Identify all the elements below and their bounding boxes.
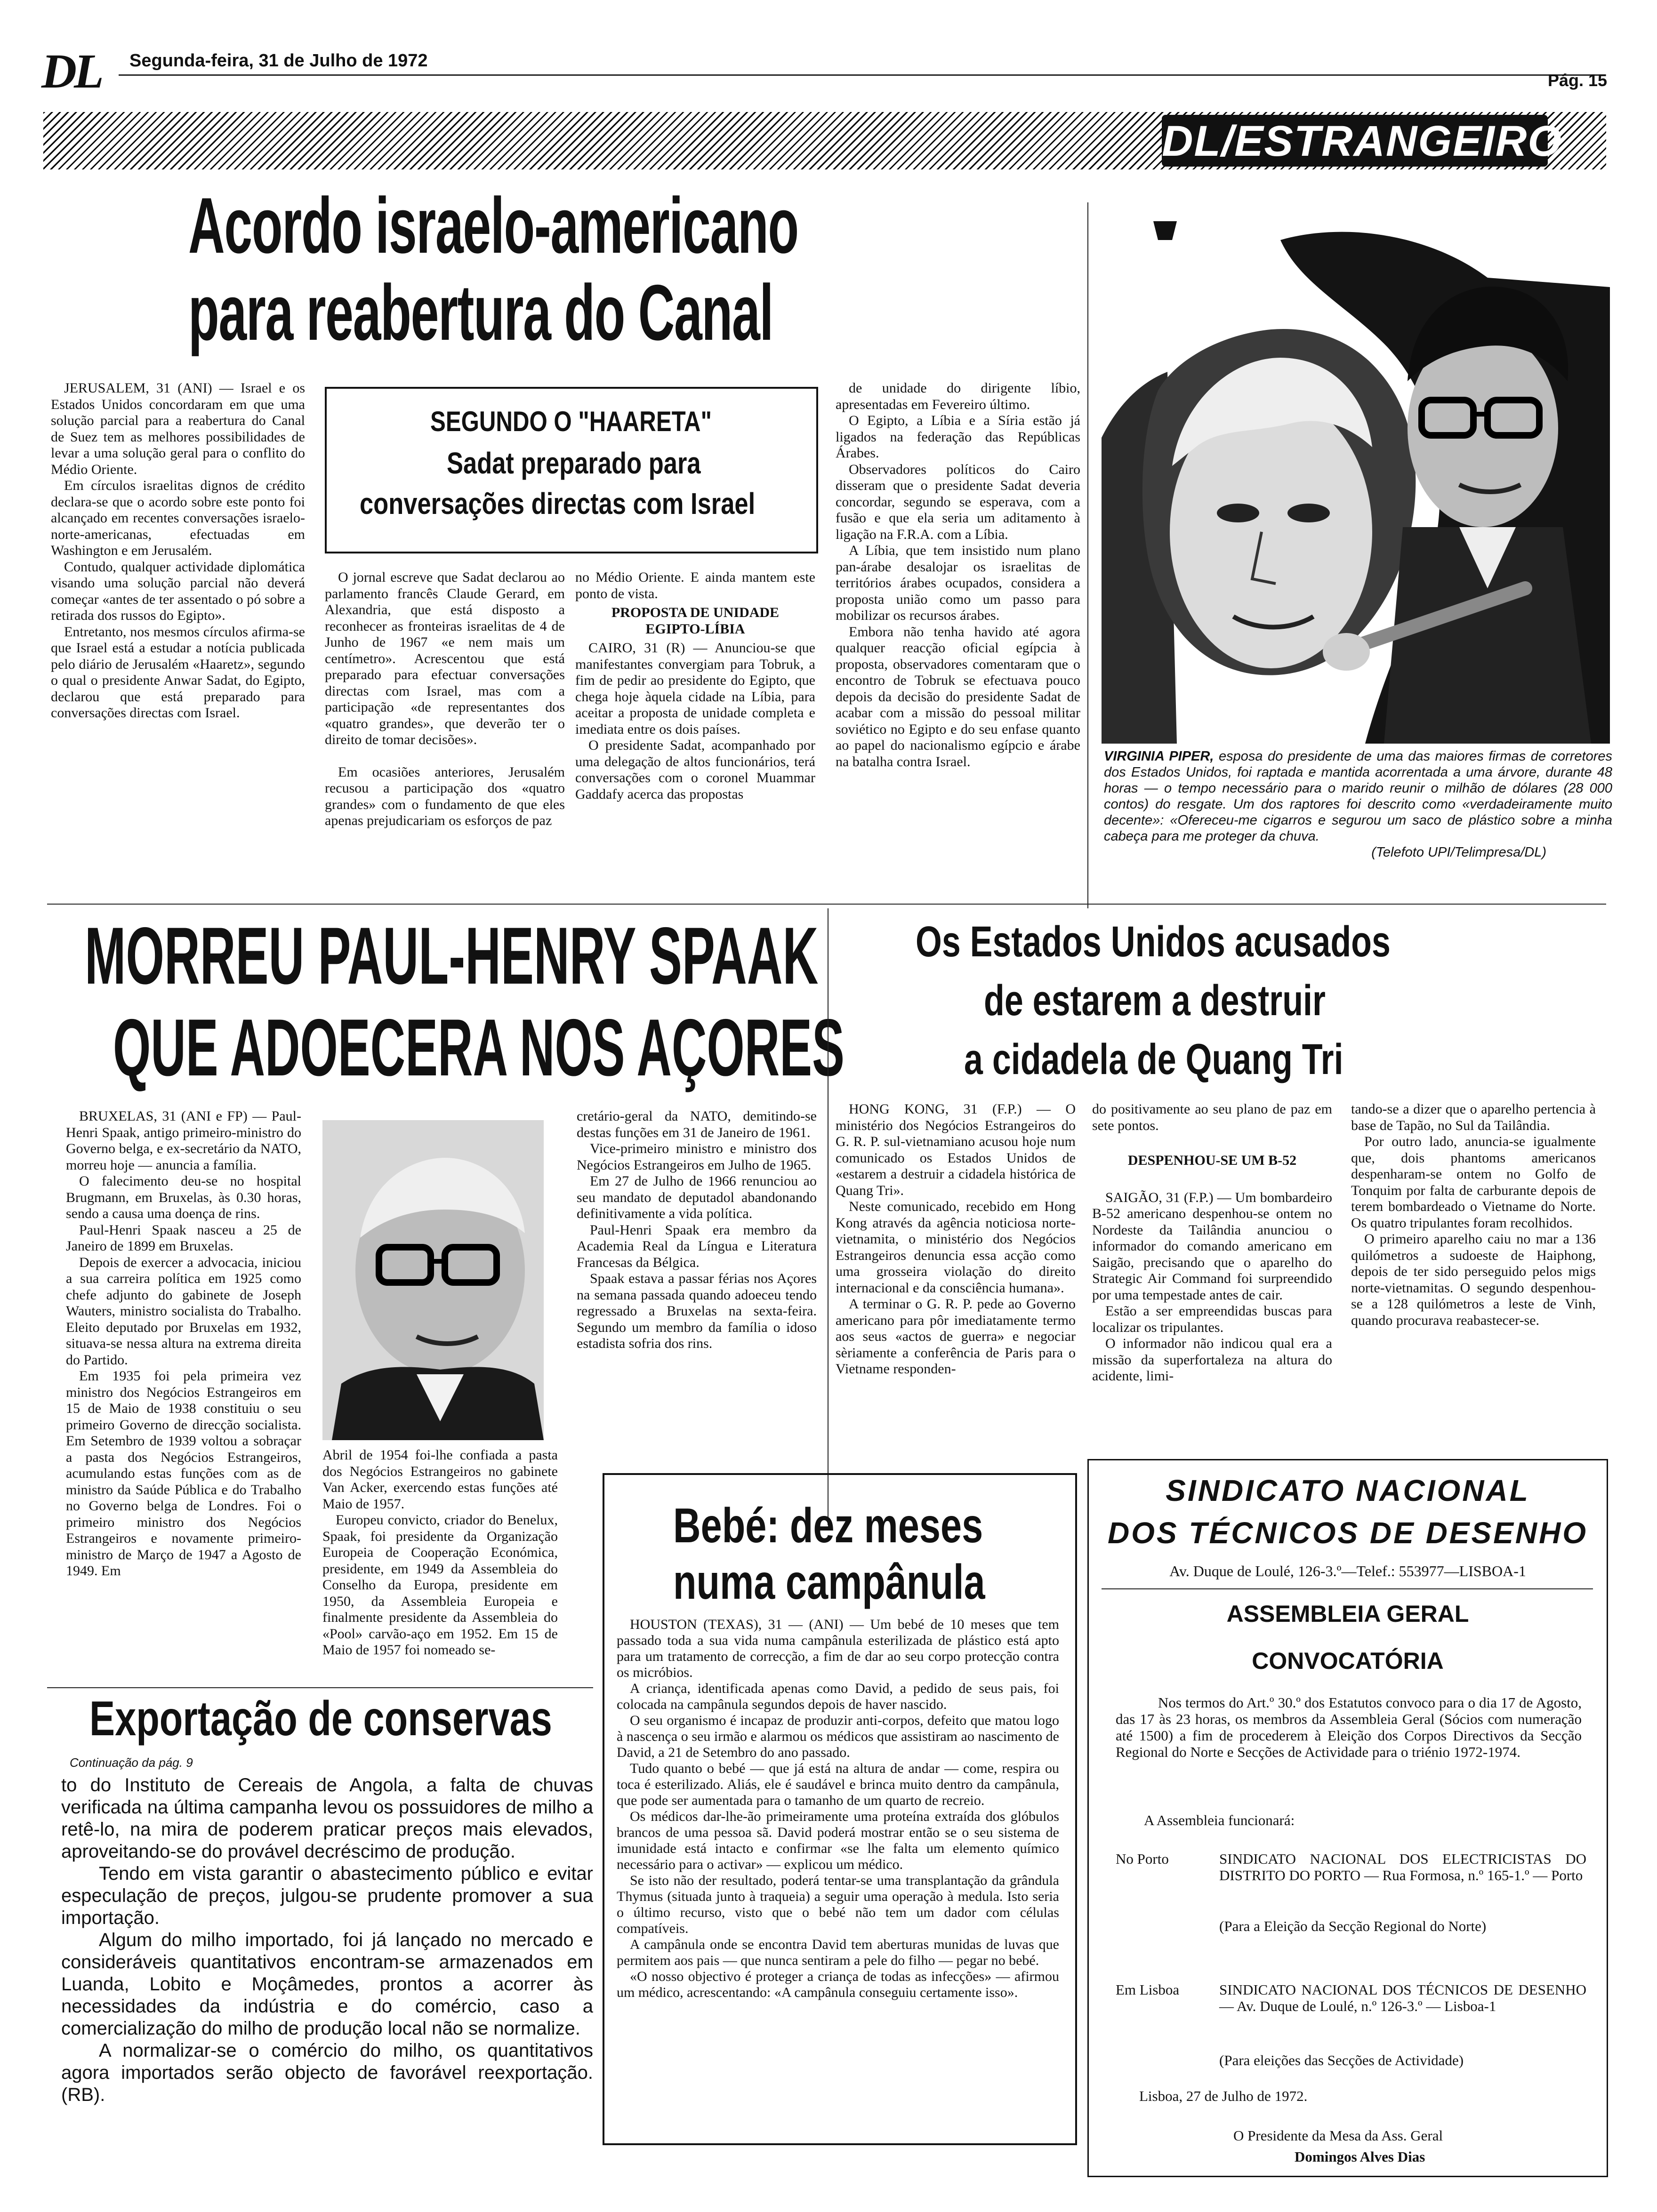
article3-headline-line3: a cidadela de Quang Tri: [964, 1035, 1343, 1083]
article3-paragraph: SAIGÃO, 31 (F.P.) — Um bombardeiro B-52 americano despenhou-se ontem no Nordeste da Tailândia anunciou o informador do comando americano em Saigão, precisando que o aparelho do Strategic Air Command foi surpreendido por uma tempestade antes de cair.: [1092, 1189, 1332, 1303]
article4-paragraph: Tudo quanto o bebé — que já está na altura de andar — come, respira ou toca é esterilizado. Aliás, ele é saudável e brinca muito dentro da campânula, que pode ser aumentada para o tamanho de um quarto de recreio.: [617, 1761, 1059, 1808]
article1-paragraph: Em círculos israelitas dignos de crédito declara-se que o acordo sobre este ponto foi alcançado em recentes conversações israelo-norte-americanas, efectuadas em Washington e em Jerusalém.: [51, 478, 305, 558]
article1-paragraph: de unidade do dirigente líbio, apresentadas em Fevereiro último.: [836, 380, 1080, 412]
notice-signoff: O Presidente da Mesa da Ass. Geral: [1233, 2127, 1443, 2144]
article1-subhead-line2: EGIPTO-LÍBIA: [645, 621, 745, 637]
notice-porto-note: (Para a Eleição da Secção Regional do Norte): [1219, 1918, 1487, 1934]
article4-paragraph: «O nosso objectivo é proteger a criança de todas as infecções» — afirmou um médico, acrescentando: «A campânula conseguiu certamente isso».: [617, 1969, 1059, 2000]
article3-paragraph: Por outro lado, anuncia-se igualmente que, dois phantoms americanos despenharam-se ontem no Golfo de Tonquim por falta de carburante depois de terem bombardeado o Vietname do Norte. Os quatro tripulantes foram recolhidos.: [1351, 1134, 1596, 1231]
article3-column-3: [1351, 1101, 1596, 1329]
spaak-portrait: [322, 1120, 544, 1440]
article1-subhead-line1: PROPOSTA DE UNIDADE: [611, 605, 780, 620]
article3-paragraph: Neste comunicado, recebido em Hong Kong através da agência noticiosa norte-vietnamita, o ministério dos Negócios Estrangeiros denuncia essa acção como uma grosseira violação do direito internacional e da consciência humana».: [836, 1199, 1076, 1296]
article5-continuation: Continuação da pág. 9: [70, 1755, 193, 1770]
article2-paragraph: Europeu convicto, criador do Benelux, Spaak, foi presidente da Organização Europeia de Cooperação Económica, presidente, em 1949 da Assembleia do Conselho da Europa, presidente em 1950, da Assembleia Europeia e finalmente presidente da Assembleia do «Pool» carvão-aço em 1952. Em 15 de Maio de 1957 foi nomeado se-: [322, 1512, 558, 1658]
article1-paragraph: O jornal escreve que Sadat declarou ao parlamento francês Claude Gerard, em Alexandria, que está disposto a reconhecer as fronteiras israelitas de 4 de Junho de 1967 «e nem mais um centímetro». Acrescentou que está preparado para efectuar conversações directas com Israel, mas com a participação «de representantes dos «quatro grandes», que deverão ter o direito de tomar decisões».: [325, 569, 565, 747]
article2-column-2: [322, 1447, 558, 1659]
notice-body: Nos termos do Art.º 30.º dos Estatutos convoco para o dia 17 de Agosto, das 17 às 23 horas, os membros da Assembleia Geral (Sócios com numeração até 1500) a fim de procederem à Eleição dos Corpos Directivos da Secção Regional do Norte e Secções de Actividade para o triénio 1972-1974.: [1116, 1694, 1582, 1760]
article4-paragraph: HOUSTON (TEXAS), 31 — (ANI) — Um bebé de 10 meses que tem passado toda a sua vida numa campânula esterilizada de plástico está apto para um tratamento de correcção, a fim de dar ao seu corpo protecção contra os micróbios.: [617, 1617, 1059, 1680]
article2-headline-line2: QUE ADOECERA NOS AÇORES: [113, 1002, 845, 1093]
masthead-date: Segunda-feira, 31 de Julho de 1972: [129, 51, 428, 71]
article1-column-1: [51, 380, 305, 721]
article4-paragraph: Os médicos dar-lhe-ão primeiramente uma proteína extraída dos glóbulos brancos de uma pessoa sã. David poderá mostrar então se o seu sistema de imunidade está intacto e confirmar «se lhe falta um elemento químico necessário para o activar» — explicou um médico.: [617, 1809, 1059, 1872]
notice-heading-assembly: ASSEMBLEIA GERAL: [1226, 1601, 1469, 1627]
article3-headline-line1: Os Estados Unidos acusados: [916, 918, 1391, 966]
article3-paragraph: O primeiro aparelho caiu no mar a 136 quilómetros a sudoeste de Haiphong, depois de ter sido perseguido pelos migs norte-vietnamitas. O segundo despenhou-se a 128 quilómetros a leste de Vinh, quando procurava reabastecer-se.: [1351, 1231, 1596, 1328]
article4-paragraph: A criança, identificada apenas como David, a pedido de seus pais, foi colocada na campânula segundos depois de haver nascido.: [617, 1681, 1059, 1712]
article1-paragraph: O Egipto, a Líbia e a Síria estão já ligados na federação das Repúblicas Árabes.: [836, 413, 1080, 461]
notice-rule: [1102, 1588, 1593, 1589]
article3-column-2: [1092, 1101, 1332, 1385]
section-rule: [47, 904, 1606, 905]
article3-column-1: [836, 1101, 1076, 1378]
section-rule: [47, 1687, 593, 1688]
article1-headline-line2: para reabertura do Canal: [188, 268, 773, 357]
photo-illustration: [1102, 202, 1610, 744]
article1-headline-line1: Acordo israelo-americano: [188, 181, 798, 270]
section-title: DL/ESTRANGEIRO: [1162, 117, 1562, 165]
article4-headline-line1: Bebé: dez meses: [673, 1499, 983, 1553]
caption-name: VIRGINIA PIPER,: [1104, 749, 1214, 764]
article4-paragraph: A campânula onde se encontra David tem aberturas munidas de luvas que permitem aos pais — que nunca sentiram a pele do filho — pegar no bebé.: [617, 1937, 1059, 1968]
article3-paragraph: Estão a ser empreendidas buscas para localizar os tripulantes.: [1092, 1303, 1332, 1335]
article1-paragraph: A Líbia, que tem insistido num plano pan-árabe desalojar os israelitas de territórios árabes ocupados, considera a proposta união como um passo para mobilizar os recursos árabes.: [836, 543, 1080, 623]
caption-credit: (Telefoto UPI/Telimpresa/DL): [1371, 845, 1546, 860]
notice-address: Av. Duque de Loulé, 126-3.º—Telef.: 553977—LISBOA-1: [1169, 1563, 1526, 1579]
article1-paragraph: Embora não tenha havido até agora qualquer reacção oficial egípcia à proposta, observadores comentaram que o encontro de Tobruk se efectuava pouco depois da decisão do presidente Sadat de acabar com a missão do pessoal militar soviético no Egipto e do seu enfase quanto ao papel do nacionalismo egípcio e árabe na batalha contra Israel.: [836, 624, 1080, 769]
article3-paragraph: do positivamente ao seu plano de paz em sete pontos.: [1092, 1101, 1332, 1133]
masthead-logo: DL: [41, 44, 101, 98]
article4-headline-line2: numa campânula: [673, 1555, 985, 1610]
notice-funciona: A Assembleia funcionará:: [1144, 1812, 1295, 1828]
article2-paragraph: Paul-Henri Spaak era membro da Academia Real da Língua e Literatura Francesas da Bélgica.: [577, 1222, 817, 1270]
article3-paragraph: A terminar o G. R. P. pede ao Governo americano para pôr imediatamente termo aos seus «actos de guerra» e negociar sèriamente a conferência de Paris para o Vietname responden-: [836, 1296, 1076, 1377]
article1-paragraph: CAIRO, 31 (R) — Anunciou-se que manifestantes convergiam para Tobruk, a fim de pedir ao presidente do Egipto, que chega hoje àquela cidade na Líbia, para aceitar a proposta de unidade completa e imediata entre os dois países.: [575, 640, 815, 737]
article5-paragraph: Algum do milho importado, foi já lançado no mercado e consideráveis quantitativos encontram-se armazenados em Luanda, Lobito e Moçâmedes, prontos a acorrer às necessidades da indústria e do comércio, caso a comercialização do milho de produção local não se normalize.: [61, 1930, 593, 2039]
article2-paragraph: O falecimento deu-se no hospital Brugmann, em Bruxelas, às 0.30 horas, sendo a causa uma doença de rins.: [66, 1173, 301, 1221]
article2-column-3: [577, 1108, 817, 1352]
article3-headline-line2: de estarem a destruir: [984, 977, 1326, 1025]
photo-spaak: [322, 1120, 544, 1440]
article3-paragraph: HONG KONG, 31 (F.P.) — O ministério dos Negócios Estrangeiros do G. R. P. sul-vietnamiano acusou hoje num comunicado os Estados Unidos de «estarem a destruir a cidadela histórica de Quang Tri».: [836, 1101, 1076, 1198]
article4-paragraph: O seu organismo é incapaz de produzir anti-corpos, defeito que matou logo à nascença o seu irmão e alarmou os médicos que assistiram ao nascimento de David, a 21 de Setembro do ano passado.: [617, 1713, 1059, 1760]
article2-paragraph: BRUXELAS, 31 (ANI e FP) — Paul-Henri Spaak, antigo primeiro-ministro do Governo belga, e ex-secretário da NATO, morreu hoje — anuncia a família.: [66, 1108, 301, 1173]
article1-paragraph: no Médio Oriente. E ainda mantem este ponto de vista.: [575, 569, 815, 601]
article5-paragraph: Tendo em vista garantir o abastecimento público e evitar especulação de preços, julgou-se prudente promover a sua importação.: [61, 1863, 593, 1928]
article3-paragraph: tando-se a dizer que o aparelho pertencia à base de Tapão, no Sul da Tailândia.: [1351, 1101, 1596, 1133]
article1-paragraph: Contudo, qualquer actividade diplomática visando uma solução parcial não deverá começar «antes de ter assentado o pó sobre a retirada dos russos do Egipto».: [51, 559, 305, 623]
notice-porto-text: SINDICATO NACIONAL DOS ELECTRICISTAS DO DISTRITO DO PORTO — Rua Formosa, n.º 165-1.º — Porto: [1219, 1851, 1586, 1883]
article1-box-kicker: SEGUNDO O "HAARETA": [430, 406, 712, 437]
article2-paragraph: Em 1935 foi pela primeira vez ministro dos Negócios Estrangeiros em 15 de Maio de 1938 constituiu o seu primeiro Governo de direcção socialista. Em Setembro de 1939 voltou a sobraçar a pasta dos Negócios Estrangeiros, acumulando estas funções com as de ministro da Saúde Pública e do Trabalho no Governo belga de Londres. Foi o primeiro ministro dos Negócios Estrangeiros e novamente primeiro-ministro de Março de 1947 a Agosto de 1949. Em: [66, 1368, 301, 1579]
article5-paragraph: to do Instituto de Cereais de Angola, a falta de chuvas verificada na última campanha levou os possuidores de milho a retê-lo, na mira de poderem praticar preços mais elevados, aproveitando-se do provável decréscimo de produção.: [61, 1775, 593, 1862]
notice-title-line2: DOS TÉCNICOS DE DESENHO: [1107, 1516, 1588, 1550]
article2-paragraph: Paul-Henri Spaak nasceu a 25 de Janeiro de 1899 em Bruxelas.: [66, 1222, 301, 1254]
article2-paragraph: Depois de exercer a advocacia, iniciou a sua carreira política em 1925 como chefe adjunto do gabinete de Joseph Wauters, ministro socialista do Trabalho. Eleito deputado por Bruxelas em 1932, situava-se nessa altura na extrema direita do Partido.: [66, 1254, 301, 1368]
article5-paragraph: A normalizar-se o comércio do milho, os quantitativos agora importados serão objecto de favorável reexportação. (RB).: [61, 2040, 593, 2105]
article1-column-2: [325, 569, 565, 829]
article1-box-title-line2: conversações directas com Israel: [360, 487, 756, 521]
article2-paragraph: Abril de 1954 foi-lhe confiada a pasta dos Negócios Estrangeiros no gabinete Van Acker, exercendo estas funções até Maio de 1957.: [322, 1447, 558, 1512]
masthead-rule: [119, 74, 1605, 76]
caption-text: esposa do presidente de uma das maiores firmas de corretores dos Estados Unidos, foi raptada e mantida acorrentada a uma árvore, durante 48 horas — o tempo necessário para o marido reunir o milhão de dólares (28 000 contos) do resgate. Um dos raptores foi descrito como «verdadeiramente muito decente»: «Ofereceu-me cigarros e segurou um saco de plástico sobre a minha cabeça para me proteger da chuva.: [1104, 749, 1613, 844]
article1-subhead: [575, 605, 815, 637]
article3-subhead: DESPENHOU-SE UM B-52: [1127, 1153, 1297, 1168]
article4-paragraph: Se isto não der resultado, poderá tentar-se uma transplantação da grândula Thymus (situada junto à traqueia) a seguir uma operação à medula. Isto seria o último recurso, visto que o bebé não tem um dador com células compatíveis.: [617, 1873, 1059, 1936]
article1-sidebar-box: [325, 387, 818, 553]
notice-date: Lisboa, 27 de Julho de 1972.: [1139, 2088, 1308, 2104]
article1-paragraph: JERUSALEM, 31 (ANI) — Israel e os Estados Unidos concordaram em que uma solução parcial para a reabertura do Canal de Suez tem as melhores possibilidades de levar a uma solução geral para o conflito do Médio Oriente.: [51, 380, 305, 477]
article4-body: [617, 1617, 1059, 2001]
notice-heading-convocation: CONVOCATÓRIA: [1252, 1648, 1444, 1674]
article2-paragraph: cretário-geral da NATO, demitindo-se destas funções em 31 de Janeiro de 1961.: [577, 1108, 817, 1140]
notice-porto-label: No Porto: [1116, 1851, 1169, 1867]
notice-lisboa-text: SINDICATO NACIONAL DOS TÉCNICOS DE DESENHO — Av. Duque de Loulé, n.º 126-3.º — Lisboa-1: [1219, 1981, 1586, 2014]
article1-column-3: [575, 569, 815, 802]
notice-title-line1: SINDICATO NACIONAL: [1166, 1474, 1530, 1507]
article1-column-4: [836, 380, 1080, 770]
article5-headline: Exportação de conservas: [89, 1691, 552, 1746]
article3-paragraph: O informador não indicou qual era a missão da superfortaleza na altura do acidente, limi-: [1092, 1336, 1332, 1384]
notice-lisboa-label: Em Lisboa: [1116, 1981, 1180, 1998]
article2-paragraph: Spaak estava a passar férias nos Açores na semana passada quando adoeceu tendo regressado a Bruxelas na sexta-feira. Segundo um membro da família o idoso estadista sofria dos rins.: [577, 1271, 817, 1351]
article1-paragraph: Entretanto, nos mesmos círculos afirma-se que Israel está a estudar a notícia publicada pelo diário de Jerusalém «Haaretz», segundo o qual o presidente Anwar Sadat, do Egipto, declarou que está preparado para conversações directas com Israel.: [51, 624, 305, 721]
page-number: Pág. 15: [1548, 71, 1608, 90]
article2-headline-line1: MORREU PAUL-HENRY SPAAK: [85, 911, 819, 1001]
article2-paragraph: Vice-primeiro ministro e ministro dos Negócios Estrangeiros em Julho de 1965.: [577, 1141, 817, 1173]
article2-paragraph: Em 27 de Julho de 1966 renunciou ao seu mandato de deputadol abandonando definitivamente a vida política.: [577, 1173, 817, 1221]
photo-virginia-piper: [1102, 202, 1610, 744]
article1-box-title-line1: Sadat preparado para: [447, 446, 701, 480]
article1-paragraph: Em ocasiões anteriores, Jerusalém recusou a participação dos «quatro grandes» com o fundamento de que eles apenas prejudicariam os esforços de paz: [325, 764, 565, 828]
article1-paragraph: Observadores políticos do Cairo disseram que o presidente Sadat deveria concordar, segundo se esperava, com a fusão e que ela seria um aditamento à ligação na F.R.A. com a Líbia.: [836, 461, 1080, 542]
notice-lisboa-note: (Para eleições das Secções de Actividade): [1219, 2052, 1464, 2068]
notice-signature: Domingos Alves Dias: [1295, 2148, 1425, 2165]
article2-column-1: [66, 1108, 301, 1579]
column-rule: [1087, 202, 1088, 908]
article1-paragraph: O presidente Sadat, acompanhado por uma delegação de altos funcionários, terá conversações com o coronel Muammar Gaddafy acerca das propostas: [575, 737, 815, 802]
photo-caption: [1104, 748, 1612, 860]
article5-body: [61, 1774, 593, 2106]
